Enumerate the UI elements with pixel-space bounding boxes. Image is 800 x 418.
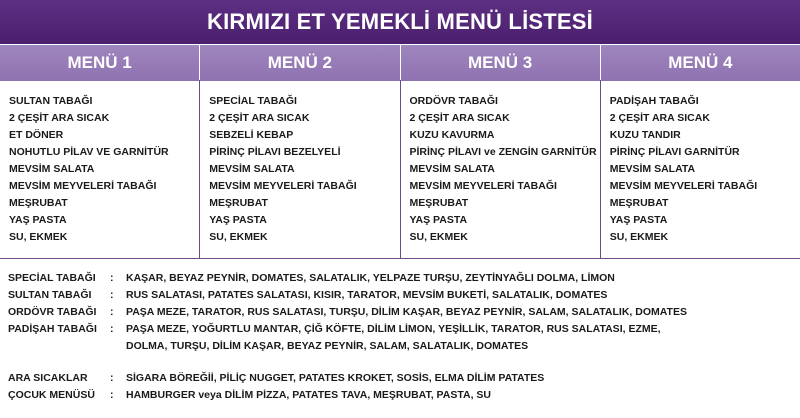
detail-value: PAŞA MEZE, YOĞURTLU MANTAR, ÇİĞ KÖFTE, DİLİM LİMON, YEŞİLLİK, TARATOR, RUS SALATASI, EZME, xyxy=(126,323,661,335)
detail-separator: : xyxy=(110,272,114,284)
detail-value: PAŞA MEZE, TARATOR, RUS SALATASI, TURŞU, DİLİM KAŞAR, BEYAZ PEYNİR, SALAM, SALATALIK, DOMATES xyxy=(126,306,687,318)
menu-item: ET DÖNER xyxy=(9,129,64,141)
detail-value: KAŞAR, BEYAZ PEYNİR, DOMATES, SALATALIK, YELPAZE TURŞU, ZEYTİNYAĞLI DOLMA, LİMON xyxy=(126,272,615,284)
ordovr-plate-row xyxy=(8,304,800,321)
menu-item: SPECİAL TABAĞI xyxy=(209,95,297,107)
menu-item: PİRİNÇ PİLAVI BEZELYELİ xyxy=(209,146,341,158)
title-bar xyxy=(0,0,800,44)
sultan-plate-row xyxy=(8,287,800,304)
detail-value: HAMBURGER veya DİLİM PİZZA, PATATES TAVA, MEŞRUBAT, PASTA, SU xyxy=(126,389,491,401)
menu-item: 2 ÇEŞİT ARA SICAK xyxy=(409,112,510,124)
detail-label: ARA SICAKLAR xyxy=(8,372,88,384)
menu-item: MEVSİM MEYVELERİ TABAĞI xyxy=(209,180,357,192)
menu-1-column xyxy=(0,80,200,258)
menu-item: KUZU TANDIR xyxy=(609,129,681,141)
plate-details xyxy=(0,258,800,418)
menu-item: MEŞRUBAT xyxy=(9,197,68,209)
ara-sicaklar-row xyxy=(8,370,800,387)
menu-item: YAŞ PASTA xyxy=(209,214,267,226)
menu-item: SU, EKMEK xyxy=(9,231,68,243)
menu-3-column xyxy=(401,80,601,258)
detail-separator: : xyxy=(110,389,114,401)
menu-item: YAŞ PASTA xyxy=(609,214,668,226)
detail-separator: : xyxy=(110,323,114,335)
menu-item: PİRİNÇ PİLAVI ve ZENGİN GARNİTÜR xyxy=(409,146,597,158)
menu-item: 2 ÇEŞİT ARA SICAK xyxy=(209,112,310,124)
detail-value: SİGARA BÖREĞİİ, PİLİÇ NUGGET, PATATES KROKET, SOSİS, ELMA DİLİM PATATES xyxy=(126,372,545,384)
detail-separator: : xyxy=(110,306,114,318)
menu-item: 2 ÇEŞİT ARA SICAK xyxy=(9,112,110,124)
detail-label: SULTAN TABAĞI xyxy=(8,289,92,301)
page-title: KIRMIZI ET YEMEKLİ MENÜ LİSTESİ xyxy=(207,9,593,34)
menu-item: SU, EKMEK xyxy=(409,231,468,243)
detail-separator: : xyxy=(110,372,114,384)
menu-3-header: MENÜ 3 xyxy=(401,45,601,81)
menu-item: MEVSİM MEYVELERİ TABAĞI xyxy=(609,180,758,192)
menu-4-column xyxy=(601,80,800,258)
cocuk-menusu-row xyxy=(8,387,800,404)
menu-item: NOHUTLU PİLAV VE GARNİTÜR xyxy=(9,146,169,158)
menu-2-header: MENÜ 2 xyxy=(200,45,400,81)
menu-4-header: MENÜ 4 xyxy=(601,45,800,81)
menu-item: 2 ÇEŞİT ARA SICAK xyxy=(609,112,710,124)
detail-label: PADİŞAH TABAĞI xyxy=(8,323,97,335)
section-gap xyxy=(8,355,800,370)
detail-separator: : xyxy=(110,289,114,301)
menu-item: MEVSİM MEYVELERİ TABAĞI xyxy=(409,180,557,192)
detail-label: SPECİAL TABAĞI xyxy=(8,272,96,284)
detail-label: ÇOCUK MENÜSÜ xyxy=(8,389,95,401)
menu-item: MEŞRUBAT xyxy=(409,197,469,209)
padisah-plate-row xyxy=(8,321,800,338)
menu-item: PADİŞAH TABAĞI xyxy=(609,95,699,107)
detail-value: RUS SALATASI, PATATES SALATASI, KISIR, TARATOR, MEVSİM BUKETİ, SALATALIK, DOMATES xyxy=(126,289,608,301)
menu-item: PİRİNÇ PİLAVI GARNİTÜR xyxy=(609,146,740,158)
menu-item: YAŞ PASTA xyxy=(409,214,468,226)
special-plate-row xyxy=(8,270,800,287)
menu-item: MEVSİM SALATA xyxy=(209,163,295,175)
detail-label: ORDÖVR TABAĞI xyxy=(8,306,97,318)
menu-item: SEBZELİ KEBAP xyxy=(209,129,294,141)
menu-header-row xyxy=(0,44,800,81)
menu-item: MEVSİM SALATA xyxy=(9,163,95,175)
menu-item: KUZU KAVURMA xyxy=(409,129,495,141)
menu-item: MEVSİM SALATA xyxy=(609,163,696,175)
menu-item: MEŞRUBAT xyxy=(609,197,669,209)
menu-item: MEVSİM MEYVELERİ TABAĞI xyxy=(9,180,157,192)
menu-item: YAŞ PASTA xyxy=(9,214,67,226)
menu-item: SULTAN TABAĞI xyxy=(9,95,93,107)
menu-item: ORDÖVR TABAĞI xyxy=(409,95,498,107)
menu-item: SU, EKMEK xyxy=(609,231,669,243)
menu-2-column xyxy=(200,80,400,258)
menu-1-header: MENÜ 1 xyxy=(0,45,200,81)
menu-item: MEŞRUBAT xyxy=(209,197,268,209)
menu-columns xyxy=(0,80,800,259)
menu-item: MEVSİM SALATA xyxy=(409,163,495,175)
padisah-plate-continuation: DOLMA, TURŞU, DİLİM KAŞAR, BEYAZ PEYNİR, SALAM, SALATALIK, DOMATES xyxy=(126,340,529,352)
menu-item: SU, EKMEK xyxy=(209,231,268,243)
